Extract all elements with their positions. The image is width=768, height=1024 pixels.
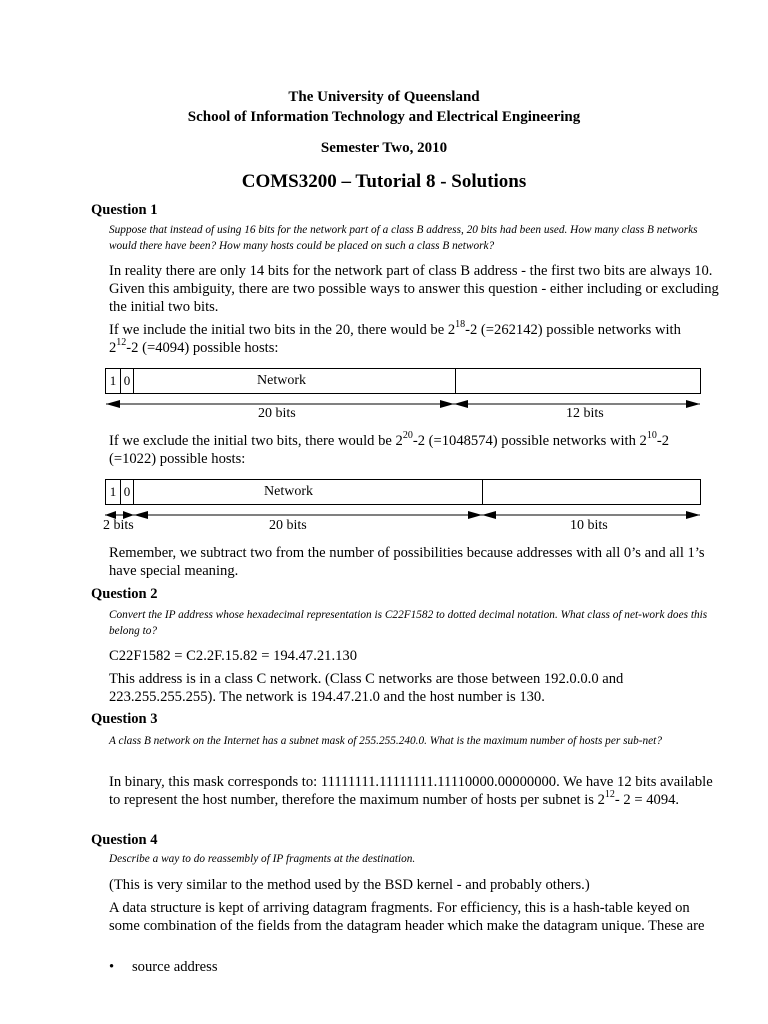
question-4-heading: Question 4 — [91, 832, 158, 848]
university-name: The University of Queensland — [288, 89, 480, 105]
label-20-bits: 20 bits — [269, 518, 307, 533]
label-2-bits: 2 bits — [103, 518, 134, 533]
bit-range-arrows-2 — [100, 508, 710, 522]
question-4-answer-2: A data structure is kept of arriving datagram fragments. For efficiency, this is a hash-table keyed on some combination of the fields from the datagram header which make the datagram unique. These are — [109, 900, 705, 934]
bit-zero: 0 — [121, 369, 134, 393]
question-2-answer-line: C22F1582 = C2.2F.15.82 = 194.47.21.130 — [109, 648, 358, 664]
question-1-text: Suppose that instead of using 16 bits for the network part of a class B address, 20 bits had been used. How many class B networks would there have been? How many hosts could be placed on such a class B network? — [109, 224, 698, 252]
network-label: Network — [264, 484, 313, 499]
question-1-exclude-text: If we exclude the initial two bits, there would be $2^{20}-2$ (=1048574) possible networks with $2^{10}-2$ (=1022) possible hosts: — [109, 430, 670, 467]
page-title: COMS3200 – Tutorial 8 - Solutions — [241, 171, 527, 192]
question-1-heading: Question 1 — [91, 202, 158, 218]
question-4-answer-1: (This is very similar to the method used by the BSD kernel - and probably others.) — [109, 877, 590, 893]
question-4-text: Describe a way to do reassembly of IP fragments at the destination. — [109, 853, 416, 865]
fields-list — [109, 958, 719, 976]
question-2-text: Convert the IP address whose hexadecimal representation is C22F1582 to dotted decimal notation. What class of net-work does this belong to? — [109, 609, 708, 637]
label-20-bits: 20 bits — [258, 406, 296, 421]
address-diagram-1 — [105, 368, 701, 394]
question-3-answer: In binary, this mask corresponds to: 11111111.11111111.11110000.00000000. We have 12 bits available to represent the host number, therefore the maximum number of hosts per subnet is $2^{12}-$ 2 = 4094. — [109, 774, 713, 808]
address-diagram-2 — [105, 479, 701, 505]
school-name: School of Information Technology and Electrical Engineering — [187, 109, 581, 125]
question-1-answer-intro: In reality there are only 14 bits for the network part of class B address - the first two bits are always 10. Given this ambiguity, there are two possible ways to answer this question - either including or excluding the initial two bits. — [109, 263, 719, 315]
bit-range-arrows-1 — [100, 397, 710, 411]
bit-one: 1 — [106, 369, 121, 393]
network-label: Network — [257, 373, 306, 388]
question-2-answer: This address is in a class C network. (Class C networks are those between 192.0.0.0 and 223.255.255.255). The network is 194.47.21.0 and the host number is 130. — [109, 671, 624, 705]
bit-one: 1 — [106, 480, 121, 504]
question-2-heading: Question 2 — [91, 586, 158, 602]
question-1-remember: Remember, we subtract two from the number of possibilities because addresses with all 0’s and all 1’s have special meaning. — [109, 545, 705, 579]
question-3-heading: Question 3 — [91, 711, 158, 727]
semester: Semester Two, 2010 — [320, 140, 448, 156]
label-10-bits: 10 bits — [570, 518, 608, 533]
label-12-bits: 12 bits — [566, 406, 604, 421]
question-3-text: A class B network on the Internet has a subnet mask of 255.255.240.0. What is the maximum number of hosts per sub-net? — [109, 735, 662, 747]
list-item: • source address — [109, 958, 719, 976]
question-1-include-text: If we include the initial two bits in the 20, there would be $2^{18}-2$ (=262142) possible networks with $2^{12}-2$ (=4094) possible hosts: — [109, 319, 681, 356]
bit-zero: 0 — [121, 480, 134, 504]
